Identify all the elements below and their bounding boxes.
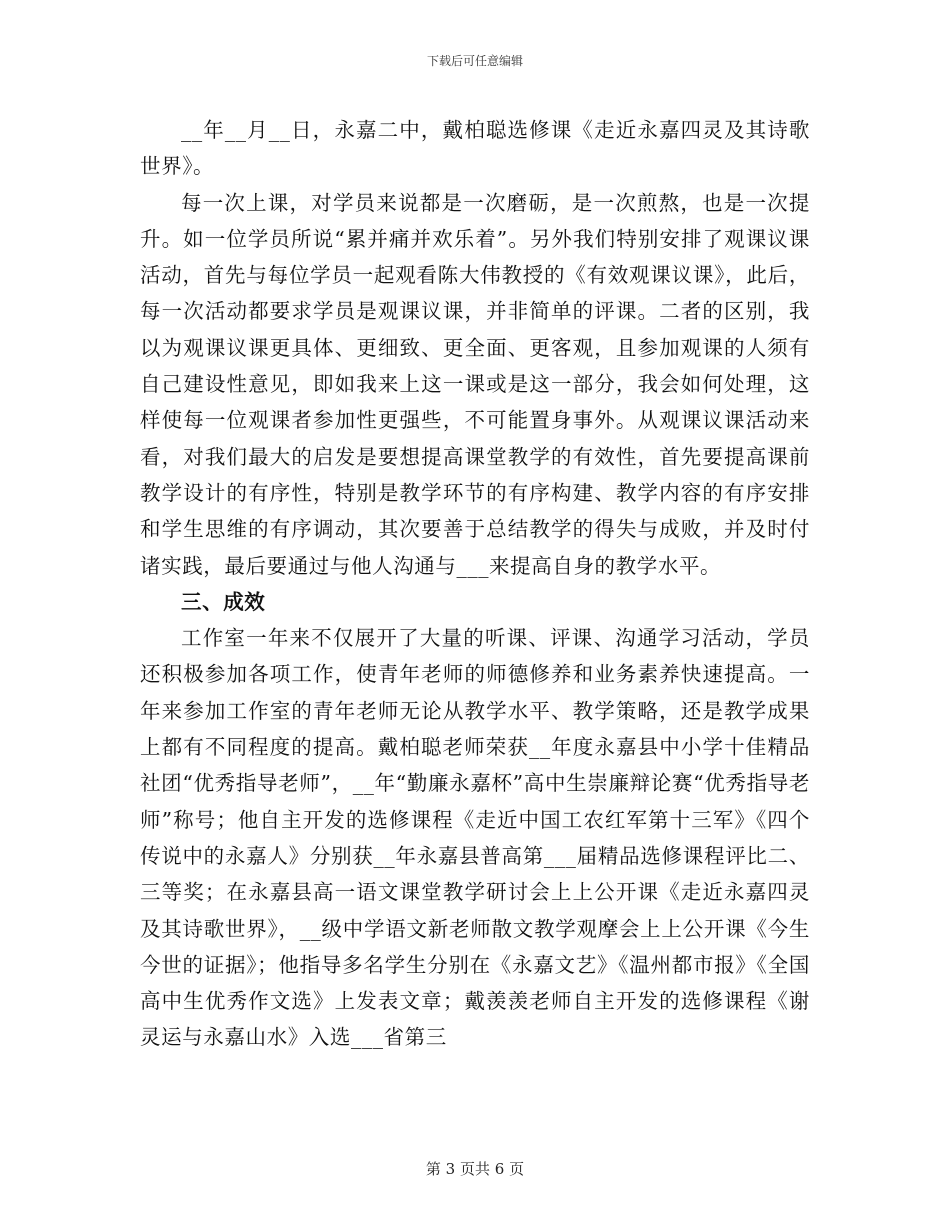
- page-header-note: 下载后可任意编辑: [426, 54, 523, 68]
- document-body: [140, 112, 810, 1056]
- section-heading-results: 三、成效: [181, 589, 266, 614]
- paragraph-date-course: __年__月__日，永嘉二中，戴柏聪选修课《走近永嘉四灵及其诗歌世界》。: [140, 118, 810, 179]
- paragraph-observation-activity: 每一次上课，对学员来说都是一次磨砺，是一次煎熬，也是一次提升。如一位学员所说“累并痛并欢乐着”。另外我们特别安排了观课议课活动，首先与每位学员一起观看陈大伟教授的《有效观课议课》，此后，每一次活动都要求学员是观课议课，并非简单的评课。二者的区别，我以为观课议课更具体、更细致、更全面、更客观，且参加观课的人须有自己建设性意见，即如我来上这一课或是这一部分，我会如何处理，这样使每一位观课者参加性更强些，不可能置身事外。从观课议课活动来看，对我们最大的启发是要想提高课堂教学的有效性，首先要提高课前教学设计的有序性，特别是教学环节的有序构建、教学内容的有序安排和学生思维的有序调动，其次要善于总结教学的得失与成败，并及时付诸实践，最后要通过与他人沟通与___来提高自身的教学水平。: [140, 190, 810, 578]
- paragraph-results: 工作室一年来不仅展开了大量的听课、评课、沟通学习活动，学员还积极参加各项工作，使青年老师的师德修养和业务素养快速提高。一年来参加工作室的青年老师无论从教学水平、教学策略，还是教学成果上都有不同程度的提高。戴柏聪老师荣获__年度永嘉县中小学十佳精品社团“优秀指导老师”，__年“勤廉永嘉杯”高中生崇廉辩论赛“优秀指导老师”称号；他自主开发的选修课程《走近中国工农红军第十三军》《四个传说中的永嘉人》分别获__年永嘉县普高第___届精品选修课程评比二、三等奖；在永嘉县高一语文课堂教学研讨会上上公开课《走近永嘉四灵及其诗歌世界》，__级中学语文新老师散文教学观摩会上上公开课《今生今世的证据》；他指导多名学生分别在《永嘉文艺》《温州都市报》《全国高中生优秀作文选》上发表文章；戴羡羡老师自主开发的选修课程《谢灵运与永嘉山水》入选___省第三: [140, 626, 810, 1050]
- page-number-footer: 第 3 页共 6 页: [425, 1160, 525, 1178]
